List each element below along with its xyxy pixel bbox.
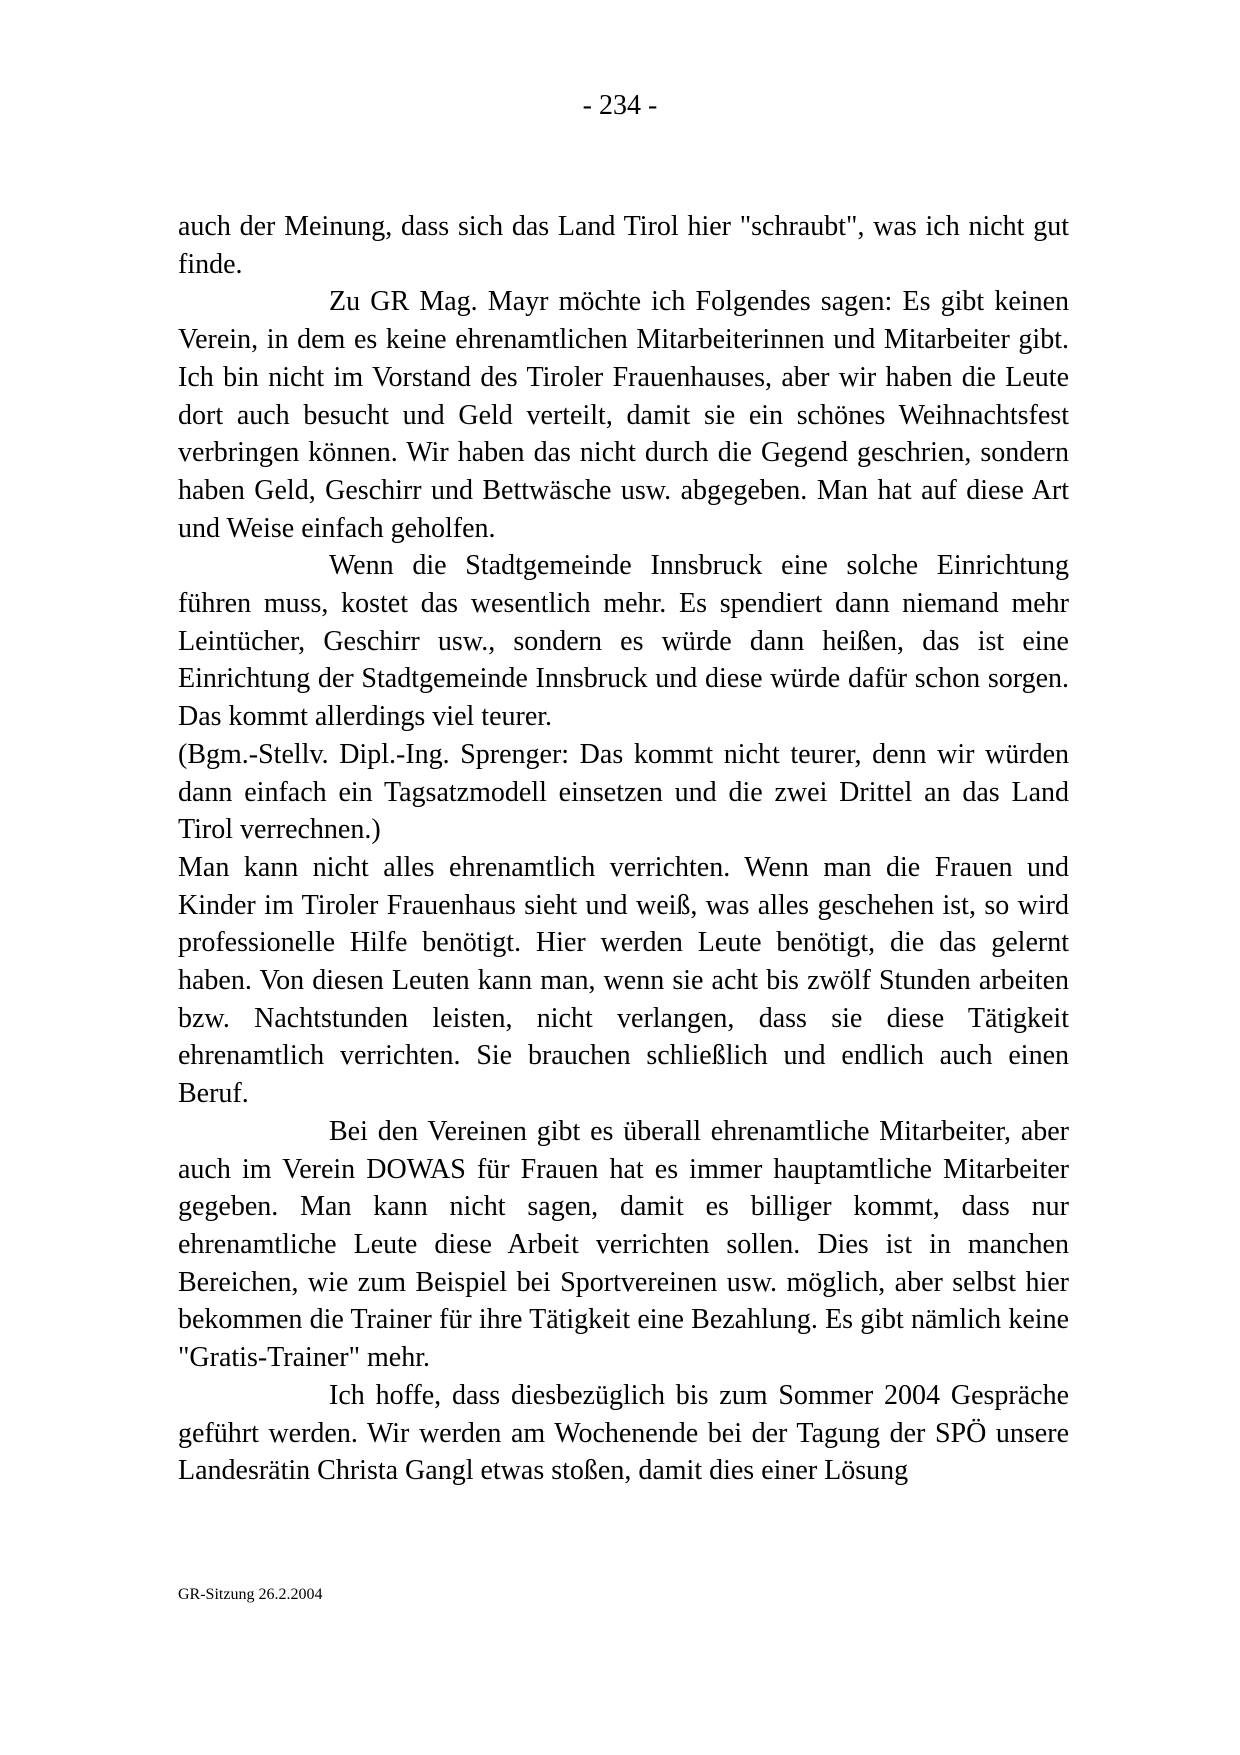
paragraph: Man kann nicht alles ehrenamtlich verrichten. Wenn man die Frauen und Kinder im Tiroler Frauenhaus sieht und weiß, was alles geschehen ist, so wird professionelle Hilfe benötigt. Hier werden Leute benötigt, die das gelernt haben. Von diesen Leuten kann man, wenn sie acht bis zwölf Stunden arbeiten bzw. Nachtstunden leisten, nicht verlangen, dass sie diese Tätigkeit ehrenamtlich verrichten. Sie brauchen schließlich und endlich auch einen Beruf.: [178, 851, 1069, 1110]
document-body: [178, 208, 1069, 1490]
paragraph: auch der Meinung, dass sich das Land Tirol hier "schraubt", was ich nicht gut finde.: [178, 211, 1069, 280]
interjection-paragraph: (Bgm.-Stellv. Dipl.-Ing. Sprenger: Das kommt nicht teurer, denn wir würden dann einfach ein Tagsatzmodell einsetzen und die zwei Drittel an das Land Tirol verrechnen.): [178, 738, 1069, 846]
page-number: - 234 -: [582, 90, 658, 121]
paragraph: Bei den Vereinen gibt es überall ehrenamtliche Mitarbeiter, aber auch im Verein DOWAS für Frauen hat es immer hauptamtliche Mitarbeiter gegeben. Man kann nicht sagen, damit es billiger kommt, dass nur ehrenamtliche Leute diese Arbeit verrichten sollen. Dies ist in manchen Bereichen, wie zum Beispiel bei Sportvereinen usw. möglich, aber selbst hier bekommen die Trainer für ihre Tätigkeit eine Bezahlung. Es gibt nämlich keine "Gratis-Trainer" mehr.: [178, 1115, 1069, 1374]
paragraph: Ich hoffe, dass diesbezüglich bis zum Sommer 2004 Gespräche geführt werden. Wir werden am Wochenende bei der Tagung der SPÖ unsere Landesrätin Christa Gangl etwas stoßen, damit dies einer Lösung: [178, 1379, 1069, 1487]
paragraph: Zu GR Mag. Mayr möchte ich Folgendes sagen: Es gibt keinen Verein, in dem es keine ehrenamtlichen Mitarbeiterinnen und Mitarbeiter gibt. Ich bin nicht im Vorstand des Tiroler Frauenhauses, aber wir haben die Leute dort auch besucht und Geld verteilt, damit sie ein schönes Weihnachtsfest verbringen können. Wir haben das nicht durch die Gegend geschrien, sondern haben Geld, Geschirr und Bettwäsche usw. abgegeben. Man hat auf diese Art und Weise einfach geholfen.: [178, 286, 1069, 544]
paragraph: Wenn die Stadtgemeinde Innsbruck eine solche Einrichtung führen muss, kostet das wesentlich mehr. Es spendiert dann niemand mehr Leintücher, Geschirr usw., sondern es würde dann heißen, das ist eine Einrichtung der Stadtgemeinde Innsbruck und diese würde dafür schon sorgen. Das kommt allerdings viel teurer.: [178, 550, 1069, 733]
footer-session-date: GR-Sitzung 26.2.2004: [178, 1586, 323, 1603]
